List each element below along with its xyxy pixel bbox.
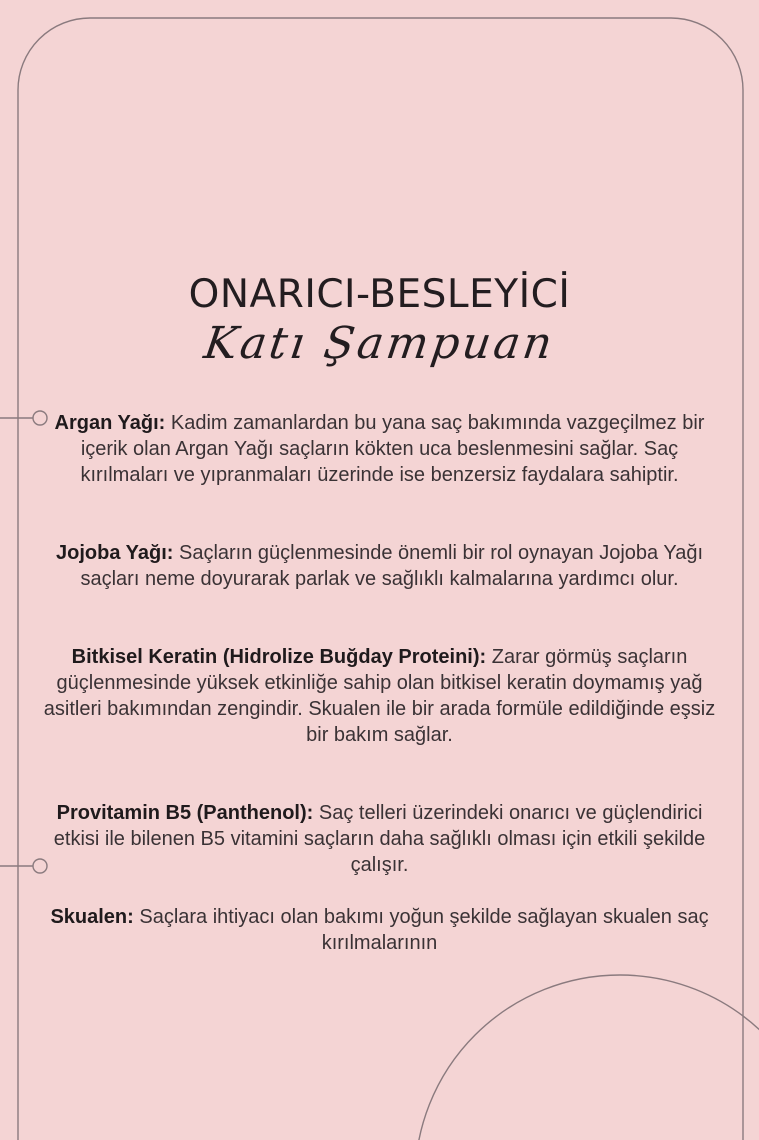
ingredient-name: Jojoba Yağı: — [55, 542, 174, 564]
page-title: ONARICI-BESLEYİCİ — [188, 272, 571, 317]
ingredient-description: Saçların güçlenmesinde önemli bir rol oynayan Jojoba Yağı saçları neme doyurarak parlak ve sağlıklı kalmalarına yardımcı olur. — [80, 542, 704, 590]
ingredient-argan — [40, 410, 719, 488]
ingredient-provitamin-b5 — [40, 800, 719, 878]
ingredient-name: Bitkisel Keratin (Hidrolize Buğday Proteini): — [71, 646, 487, 668]
ingredient-squalene — [40, 904, 719, 956]
ingredient-keratin — [40, 644, 719, 748]
ingredient-description: Saçlara ihtiyacı olan bakımı yoğun şekilde sağlayan skualen saç kırılmalarının — [133, 906, 709, 954]
ingredient-name: Provitamin B5 (Panthenol): — [56, 802, 314, 824]
ingredient-name: Argan Yağı: — [54, 412, 166, 434]
page-subtitle: Katı Şampuan — [200, 318, 559, 369]
ingredient-description: Zarar görmüş saçların güçlenmesinde yüksek etkinliğe sahip olan bitkisel keratin doymamış yağ asitleri bakımından zengindir. Skualen ile bir arada formüle edildiğinde eşsiz bir bakım sağlar. — [43, 646, 716, 746]
ingredient-name: Skualen: — [50, 906, 134, 928]
decorative-arc — [415, 975, 759, 1140]
ingredient-description: Kadim zamanlardan bu yana saç bakımında vazgeçilmez bir içerik olan Argan Yağı saçların kökten uca beslenmesini sağlar. Saç kırılmaları ve yıpranmaları üzerinde ise benzersiz faydalara sahiptir. — [80, 412, 705, 486]
ingredient-description: Saç telleri üzerindeki onarıcı ve güçlendirici etkisi ile bilenen B5 vitamini saçların daha sağlıklı olması için etkili şekilde çalışır. — [53, 802, 706, 876]
ingredient-jojoba — [40, 540, 719, 592]
